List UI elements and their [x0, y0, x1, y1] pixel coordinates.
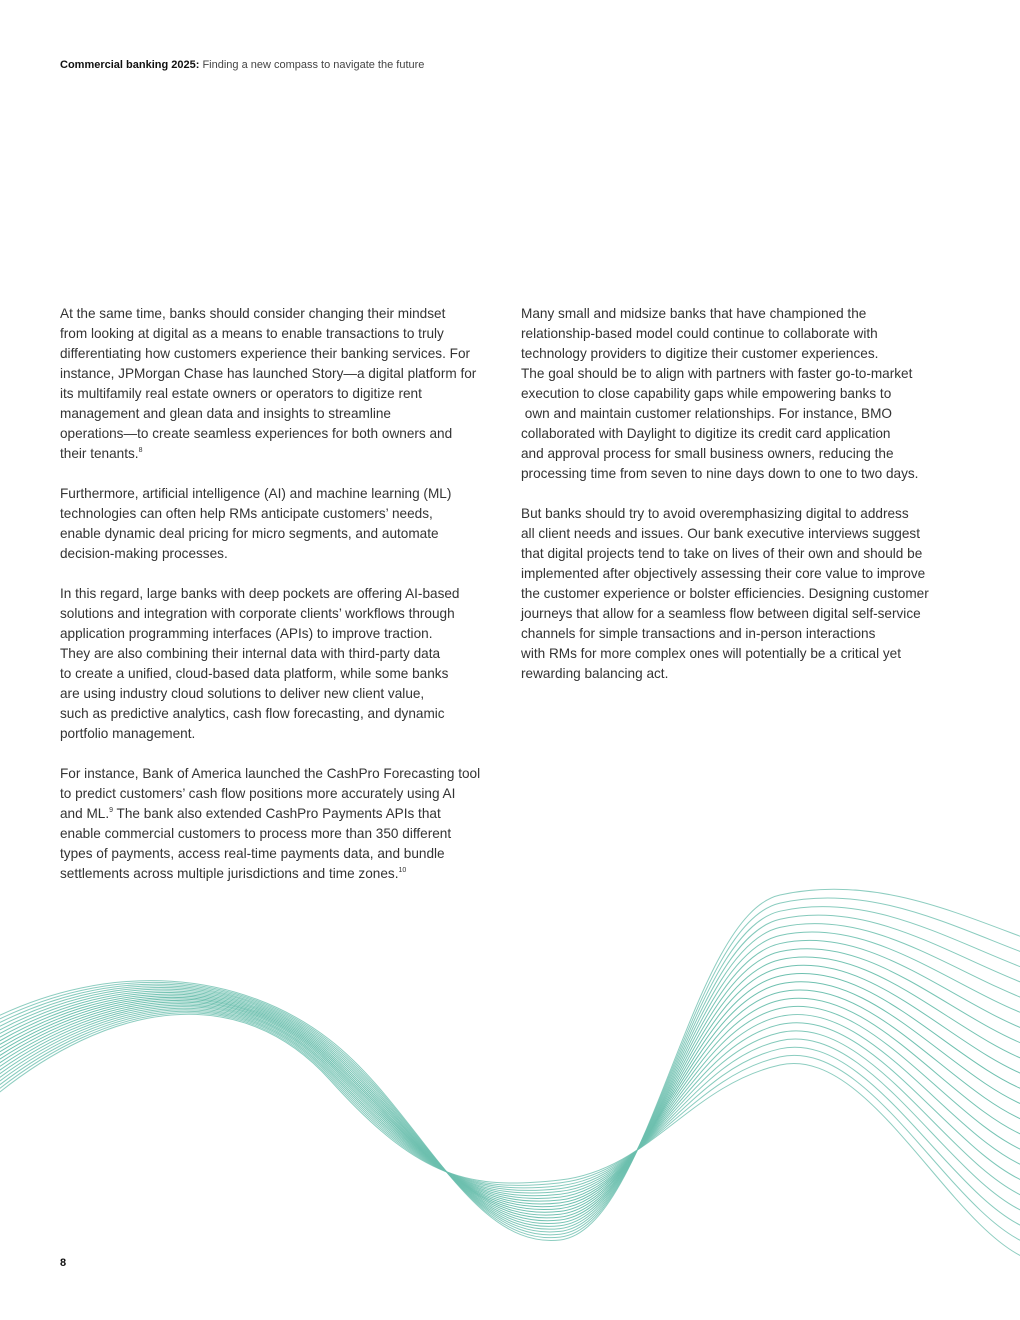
text-fragment: settlements across multiple jurisdictions and time zones. [60, 866, 399, 881]
text-line: The goal should be to align with partners with faster go-to-market [521, 366, 913, 381]
text-line: to create a unified, cloud-based data platform, while some banks [60, 666, 449, 681]
text-fragment: and ML. [60, 806, 110, 821]
text-line: all client needs and issues. Our bank executive interviews suggest [521, 526, 920, 541]
text-line: execution to close capability gaps while empowering banks to [521, 386, 892, 401]
text-line: enable dynamic deal pricing for micro segments, and automate [60, 526, 439, 541]
report-title: Commercial banking 2025: [60, 59, 200, 71]
text-line: to predict customers’ cash flow positions more accurately using AI [60, 786, 456, 801]
text-line: technology providers to digitize their customer experiences. [521, 346, 879, 361]
text-line: They are also combining their internal data with third-party data [60, 646, 441, 661]
text-fragment: The bank also extended CashPro Payments APIs that [113, 806, 441, 821]
text-line: management and glean data and insights to streamline [60, 406, 391, 421]
footnote-ref-10: 10 [398, 867, 407, 874]
wave-line [0, 998, 1020, 1204]
right-column [521, 304, 961, 704]
text-line: instance, JPMorgan Chase has launched Story—a digital platform for [60, 366, 477, 381]
wave-line [0, 898, 1020, 1238]
wave-line [0, 915, 1020, 1232]
paragraph-mindset [60, 304, 502, 464]
footnote-ref-9: 9 [109, 807, 114, 814]
left-column [60, 304, 502, 904]
text-line: Many small and midsize banks that have championed the [521, 306, 867, 321]
text-line: technologies can often help RMs anticipate customers’ needs, [60, 506, 433, 521]
text-fragment: their tenants. [60, 446, 139, 461]
wave-line [0, 932, 1020, 1226]
paragraph-avoid-overemphasizing [521, 504, 961, 684]
text-line: channels for simple transactions and in-person interactions [521, 626, 876, 641]
text-line: relationship-based model could continue to collaborate with [521, 326, 878, 341]
text-line: its multifamily real estate owners or operators to digitize rent [60, 386, 422, 401]
text-line: In this regard, large banks with deep pockets are offering AI-based [60, 586, 460, 601]
text-line: and approval process for small business owners, reducing the [521, 446, 894, 461]
text-line: from looking at digital as a means to enable transactions to truly [60, 326, 444, 341]
wave-line [0, 990, 1020, 1207]
text-line: Furthermore, artificial intelligence (AI) and machine learning (ML) [60, 486, 452, 501]
text-line: with RMs for more complex ones will potentially be a critical yet [521, 646, 902, 661]
paragraph-small-midsize-banks [521, 304, 961, 484]
wave-line [0, 1008, 1020, 1199]
text-line: solutions and integration with corporate clients’ workflows through [60, 606, 455, 621]
text-line: types of payments, access real-time payments data, and bundle [60, 846, 445, 861]
text-line: that digital projects tend to take on lives of their own and should be [521, 546, 923, 561]
decorative-wave-lines [0, 880, 1020, 1280]
paragraph-ai-ml [60, 484, 502, 564]
text-line: differentiating how customers experience their banking services. For [60, 346, 471, 361]
text-line: implemented after objectively assessing their core value to improve [521, 566, 926, 581]
wave-line [0, 973, 1020, 1212]
report-subtitle: Finding a new compass to navigate the future [199, 59, 425, 71]
text-line [60, 804, 502, 824]
text-line [60, 444, 502, 464]
text-line: enable commercial customers to process more than 350 different [60, 826, 452, 841]
text-line: application programming interfaces (APIs) to improve traction. [60, 626, 433, 641]
text-line: the customer experience or bolster efficiencies. Designing customer [521, 586, 929, 601]
text-line: journeys that allow for a seamless flow between digital self-service [521, 606, 921, 621]
text-line: such as predictive analytics, cash flow forecasting, and dynamic [60, 706, 445, 721]
text-line: At the same time, banks should consider changing their mindset [60, 306, 446, 321]
running-header [60, 58, 424, 72]
paragraph-large-banks [60, 584, 502, 744]
text-line: But banks should try to avoid overemphasizing digital to address [521, 506, 909, 521]
wave-line [0, 1004, 1020, 1202]
text-line: are using industry cloud solutions to deliver new client value, [60, 686, 425, 701]
text-line: own and maintain customer relationships. For instance, BMO [521, 406, 892, 421]
text-line: collaborated with Daylight to digitize its credit card application [521, 426, 891, 441]
wave-line [0, 1007, 1020, 1196]
wave-line [0, 1005, 1020, 1198]
text-line: processing time from seven to nine days down to one to two days. [521, 466, 919, 481]
paragraph-bank-of-america [60, 764, 502, 884]
text-line: operations—to create seamless experiences for both owners and [60, 426, 453, 441]
text-line: rewarding balancing act. [521, 666, 669, 681]
footnote-ref-8: 8 [138, 447, 143, 454]
text-line: decision-making processes. [60, 546, 228, 561]
text-line: For instance, Bank of America launched the CashPro Forecasting tool [60, 766, 481, 781]
text-line: portfolio management. [60, 726, 196, 741]
page-number: 8 [60, 1257, 67, 1269]
